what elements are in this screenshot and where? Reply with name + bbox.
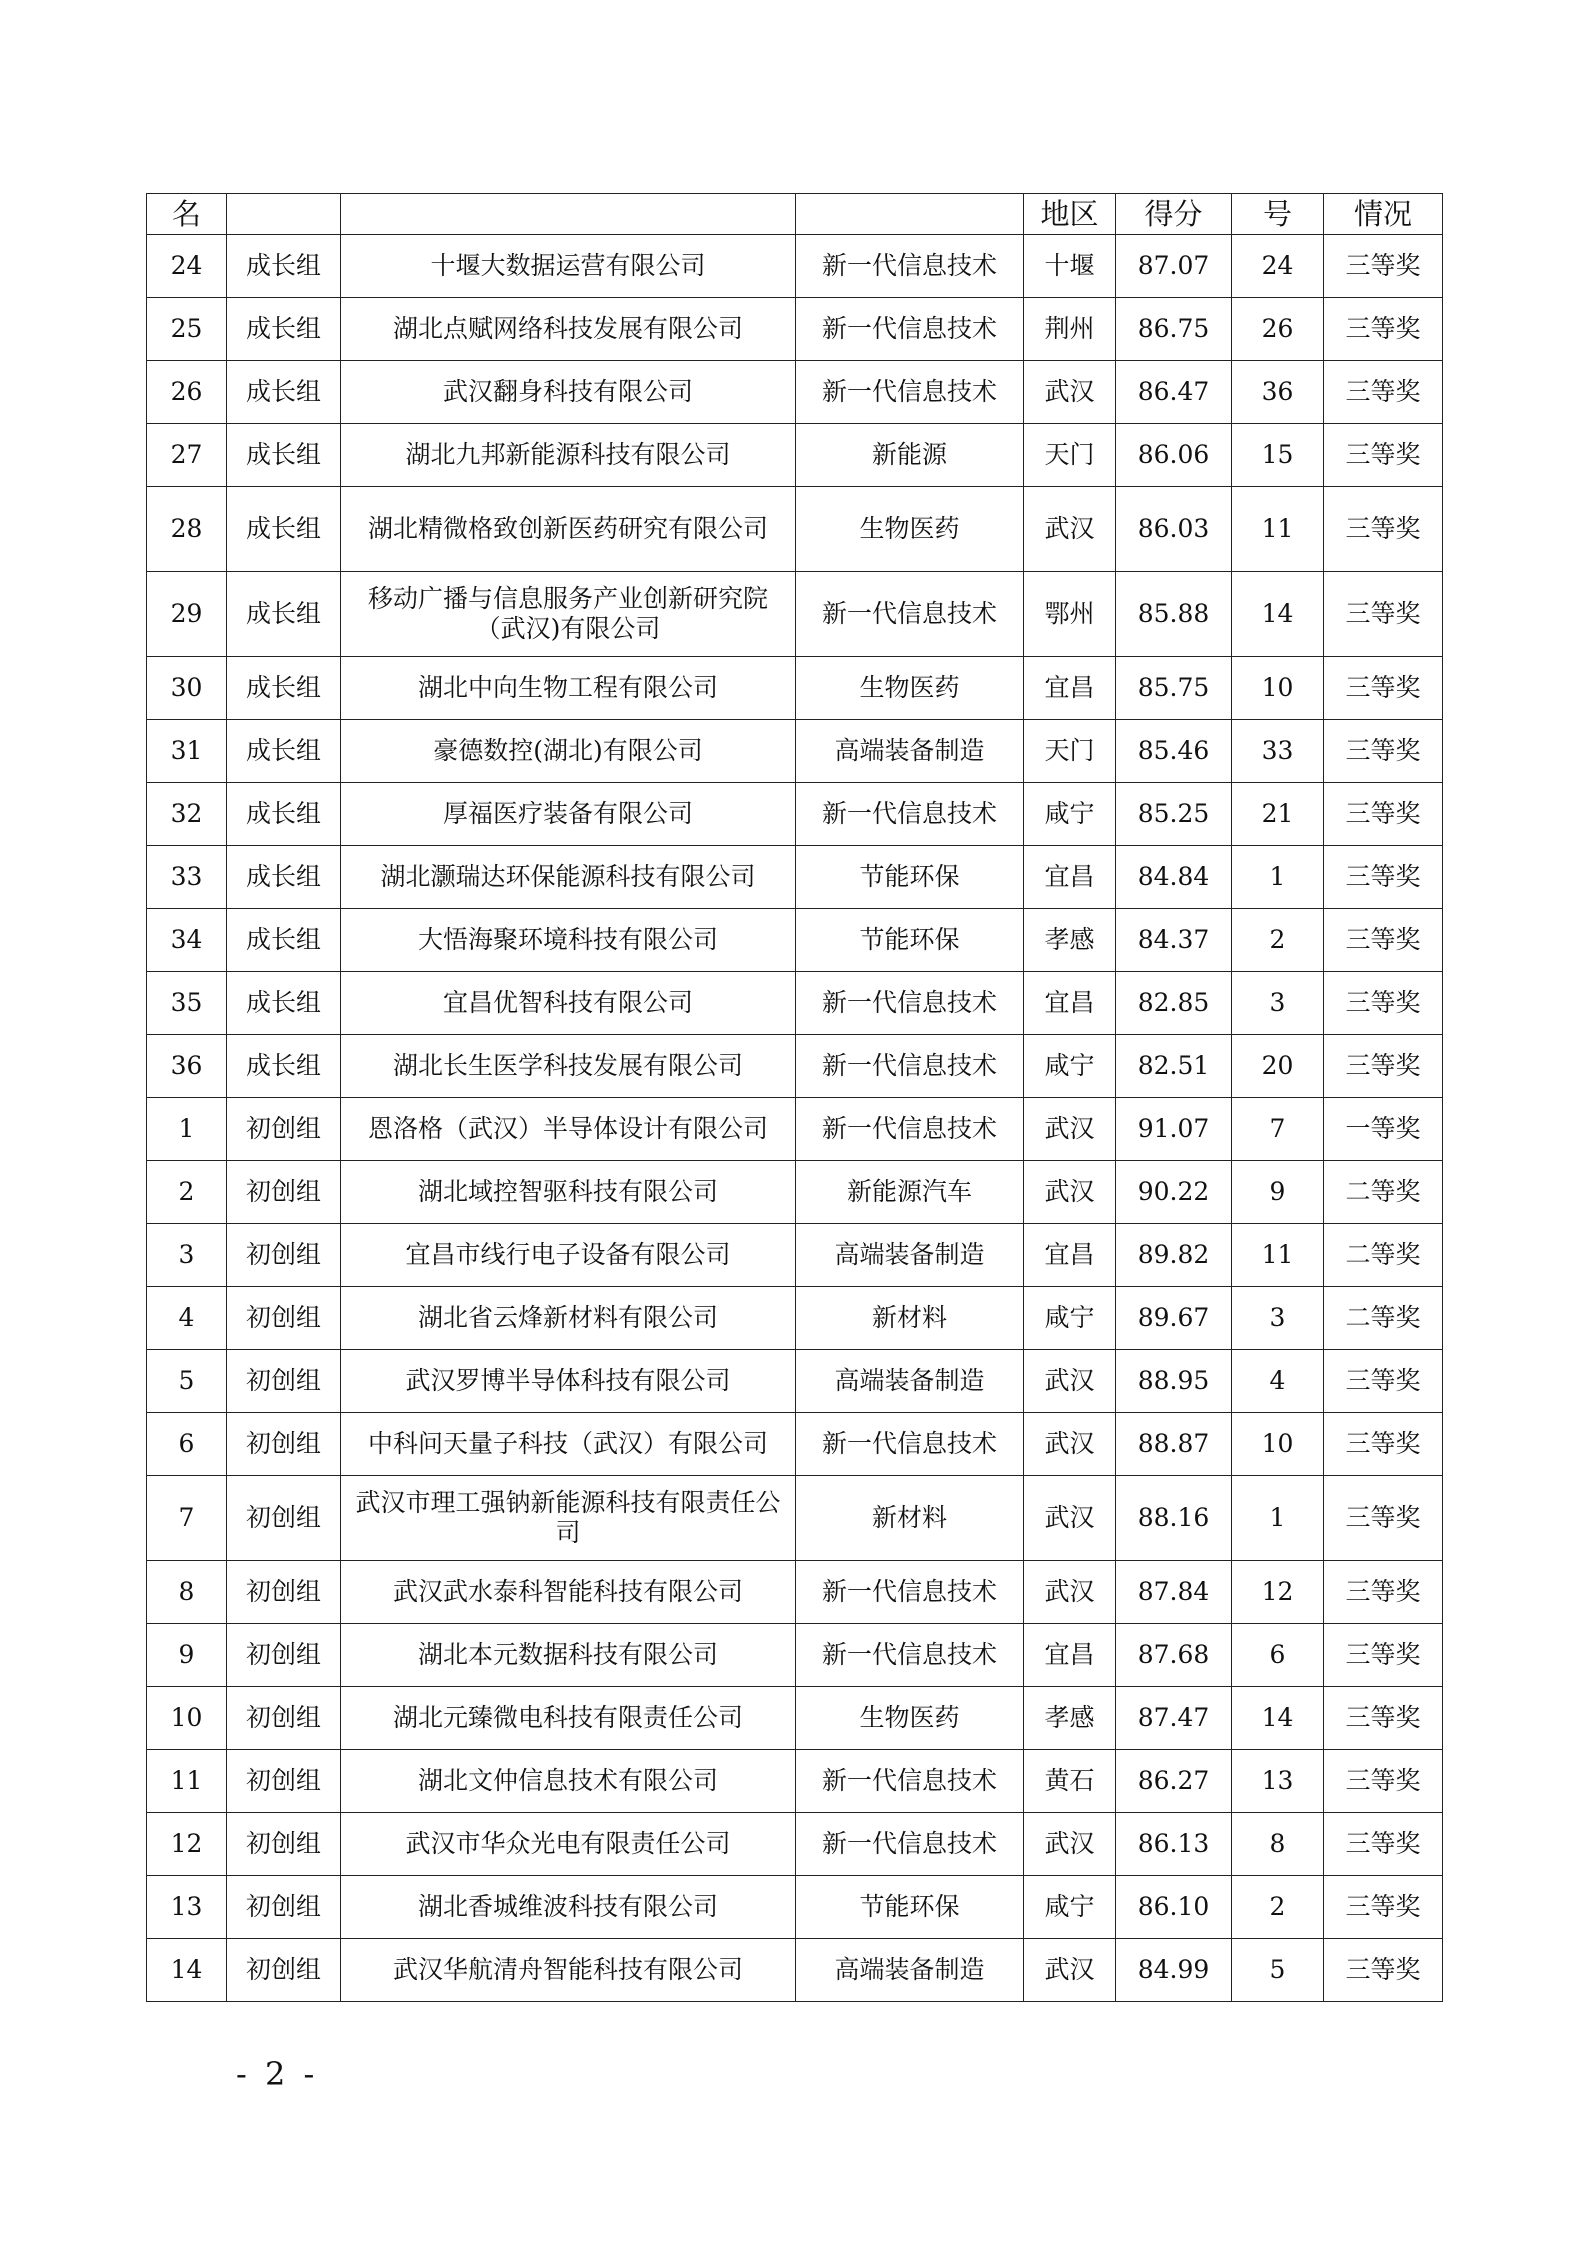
score-cell: 84.84: [1116, 846, 1232, 909]
rank-cell: 31: [147, 720, 227, 783]
group-cell: 初创组: [227, 1876, 341, 1939]
entry-number-cell: 11: [1232, 1224, 1324, 1287]
header-cell-rank: 名: [147, 194, 227, 235]
rank-cell: 11: [147, 1750, 227, 1813]
table-row: [147, 1287, 1443, 1350]
group-cell: 初创组: [227, 1687, 341, 1750]
header-cell-region: 地区: [1024, 194, 1116, 235]
award-cell: 三等奖: [1324, 1624, 1443, 1687]
rank-cell: 35: [147, 972, 227, 1035]
table-row: [147, 972, 1443, 1035]
group-cell: 初创组: [227, 1287, 341, 1350]
region-cell: 孝感: [1024, 1687, 1116, 1750]
award-cell: 一等奖: [1324, 1098, 1443, 1161]
group-cell: 初创组: [227, 1624, 341, 1687]
company-name-cell: 中科问天量子科技（武汉）有限公司: [341, 1413, 796, 1476]
rank-cell: 2: [147, 1161, 227, 1224]
score-cell: 89.67: [1116, 1287, 1232, 1350]
region-cell: 武汉: [1024, 1813, 1116, 1876]
award-cell: 三等奖: [1324, 1939, 1443, 2002]
region-cell: 武汉: [1024, 1939, 1116, 2002]
group-cell: 初创组: [227, 1161, 341, 1224]
company-name-cell: 湖北元臻微电科技有限责任公司: [341, 1687, 796, 1750]
award-cell: 三等奖: [1324, 1561, 1443, 1624]
company-name-cell: 武汉翻身科技有限公司: [341, 361, 796, 424]
award-cell: 三等奖: [1324, 572, 1443, 657]
score-cell: 87.47: [1116, 1687, 1232, 1750]
entry-number-cell: 33: [1232, 720, 1324, 783]
rank-cell: 5: [147, 1350, 227, 1413]
region-cell: 孝感: [1024, 909, 1116, 972]
table-row: [147, 361, 1443, 424]
table-row: [147, 1813, 1443, 1876]
entry-number-cell: 10: [1232, 1413, 1324, 1476]
region-cell: 宜昌: [1024, 1624, 1116, 1687]
table-row: [147, 657, 1443, 720]
header-cell-number: 号: [1232, 194, 1324, 235]
industry-field-cell: 生物医药: [796, 487, 1024, 572]
company-name-cell: 湖北省云烽新材料有限公司: [341, 1287, 796, 1350]
award-cell: 二等奖: [1324, 1161, 1443, 1224]
award-cell: 三等奖: [1324, 1413, 1443, 1476]
table-row: [147, 1750, 1443, 1813]
award-cell: 三等奖: [1324, 361, 1443, 424]
rank-cell: 36: [147, 1035, 227, 1098]
industry-field-cell: 新材料: [796, 1287, 1024, 1350]
industry-field-cell: 新一代信息技术: [796, 235, 1024, 298]
region-cell: 咸宁: [1024, 1876, 1116, 1939]
award-cell: 三等奖: [1324, 235, 1443, 298]
region-cell: 武汉: [1024, 1413, 1116, 1476]
company-name-cell: 武汉武水泰科智能科技有限公司: [341, 1561, 796, 1624]
industry-field-cell: 高端装备制造: [796, 720, 1024, 783]
rank-cell: 25: [147, 298, 227, 361]
industry-field-cell: 新一代信息技术: [796, 1750, 1024, 1813]
group-cell: 成长组: [227, 972, 341, 1035]
score-cell: 90.22: [1116, 1161, 1232, 1224]
group-cell: 成长组: [227, 487, 341, 572]
award-cell: 三等奖: [1324, 1687, 1443, 1750]
score-cell: 88.87: [1116, 1413, 1232, 1476]
region-cell: 宜昌: [1024, 846, 1116, 909]
rank-cell: 10: [147, 1687, 227, 1750]
entry-number-cell: 26: [1232, 298, 1324, 361]
region-cell: 武汉: [1024, 361, 1116, 424]
score-cell: 85.25: [1116, 783, 1232, 846]
entry-number-cell: 2: [1232, 1876, 1324, 1939]
header-cell-group: [227, 194, 341, 235]
page-number: - 2 -: [236, 2055, 319, 2093]
company-name-cell: 湖北长生医学科技发展有限公司: [341, 1035, 796, 1098]
award-cell: 三等奖: [1324, 1476, 1443, 1561]
region-cell: 宜昌: [1024, 657, 1116, 720]
rank-cell: 29: [147, 572, 227, 657]
score-cell: 85.88: [1116, 572, 1232, 657]
region-cell: 宜昌: [1024, 1224, 1116, 1287]
award-cell: 三等奖: [1324, 1876, 1443, 1939]
award-cell: 三等奖: [1324, 1350, 1443, 1413]
rank-cell: 32: [147, 783, 227, 846]
score-cell: 86.10: [1116, 1876, 1232, 1939]
industry-field-cell: 新一代信息技术: [796, 572, 1024, 657]
company-name-cell: 武汉市理工强钠新能源科技有限责任公司: [341, 1476, 796, 1561]
rank-cell: 26: [147, 361, 227, 424]
score-cell: 86.06: [1116, 424, 1232, 487]
entry-number-cell: 14: [1232, 1687, 1324, 1750]
entry-number-cell: 3: [1232, 972, 1324, 1035]
industry-field-cell: 新一代信息技术: [796, 1413, 1024, 1476]
entry-number-cell: 7: [1232, 1098, 1324, 1161]
entry-number-cell: 13: [1232, 1750, 1324, 1813]
industry-field-cell: 生物医药: [796, 657, 1024, 720]
score-cell: 86.13: [1116, 1813, 1232, 1876]
rank-cell: 27: [147, 424, 227, 487]
company-name-cell: 湖北灏瑞达环保能源科技有限公司: [341, 846, 796, 909]
rank-cell: 13: [147, 1876, 227, 1939]
region-cell: 十堰: [1024, 235, 1116, 298]
group-cell: 初创组: [227, 1813, 341, 1876]
company-name-cell: 十堰大数据运营有限公司: [341, 235, 796, 298]
table-row: [147, 1624, 1443, 1687]
industry-field-cell: 新能源汽车: [796, 1161, 1024, 1224]
score-cell: 86.03: [1116, 487, 1232, 572]
award-cell: 三等奖: [1324, 909, 1443, 972]
table-row: [147, 720, 1443, 783]
rank-cell: 34: [147, 909, 227, 972]
score-cell: 82.85: [1116, 972, 1232, 1035]
industry-field-cell: 新一代信息技术: [796, 972, 1024, 1035]
score-cell: 87.07: [1116, 235, 1232, 298]
region-cell: 武汉: [1024, 1161, 1116, 1224]
company-name-cell: 湖北本元数据科技有限公司: [341, 1624, 796, 1687]
rank-cell: 24: [147, 235, 227, 298]
industry-field-cell: 新一代信息技术: [796, 783, 1024, 846]
rank-cell: 12: [147, 1813, 227, 1876]
group-cell: 初创组: [227, 1561, 341, 1624]
industry-field-cell: 新一代信息技术: [796, 1098, 1024, 1161]
company-name-cell: 厚福医疗装备有限公司: [341, 783, 796, 846]
group-cell: 初创组: [227, 1224, 341, 1287]
rank-cell: 9: [147, 1624, 227, 1687]
company-name-cell: 湖北精微格致创新医药研究有限公司: [341, 487, 796, 572]
rank-cell: 14: [147, 1939, 227, 2002]
group-cell: 成长组: [227, 361, 341, 424]
industry-field-cell: 高端装备制造: [796, 1350, 1024, 1413]
region-cell: 武汉: [1024, 1476, 1116, 1561]
company-name-cell: 武汉华航清舟智能科技有限公司: [341, 1939, 796, 2002]
score-cell: 87.84: [1116, 1561, 1232, 1624]
industry-field-cell: 新一代信息技术: [796, 1035, 1024, 1098]
group-cell: 初创组: [227, 1350, 341, 1413]
score-cell: 91.07: [1116, 1098, 1232, 1161]
company-name-cell: 湖北文仲信息技术有限公司: [341, 1750, 796, 1813]
entry-number-cell: 20: [1232, 1035, 1324, 1098]
entry-number-cell: 24: [1232, 235, 1324, 298]
rank-cell: 4: [147, 1287, 227, 1350]
table-header-row: [147, 194, 1443, 235]
table-body: [147, 235, 1443, 2002]
rank-cell: 7: [147, 1476, 227, 1561]
company-name-cell: 恩洛格（武汉）半导体设计有限公司: [341, 1098, 796, 1161]
group-cell: 成长组: [227, 909, 341, 972]
score-cell: 86.47: [1116, 361, 1232, 424]
region-cell: 咸宁: [1024, 1287, 1116, 1350]
table-row: [147, 1939, 1443, 2002]
company-name-cell: 豪德数控(湖北)有限公司: [341, 720, 796, 783]
industry-field-cell: 新一代信息技术: [796, 1624, 1024, 1687]
region-cell: 天门: [1024, 424, 1116, 487]
table-row: [147, 1224, 1443, 1287]
award-cell: 二等奖: [1324, 1224, 1443, 1287]
industry-field-cell: 新一代信息技术: [796, 298, 1024, 361]
header-cell-field: [796, 194, 1024, 235]
region-cell: 鄂州: [1024, 572, 1116, 657]
award-cell: 三等奖: [1324, 424, 1443, 487]
score-cell: 84.37: [1116, 909, 1232, 972]
company-name-cell: 湖北香城维波科技有限公司: [341, 1876, 796, 1939]
entry-number-cell: 1: [1232, 1476, 1324, 1561]
table-row: [147, 1350, 1443, 1413]
company-name-cell: 武汉罗博半导体科技有限公司: [341, 1350, 796, 1413]
entry-number-cell: 2: [1232, 909, 1324, 972]
score-cell: 86.27: [1116, 1750, 1232, 1813]
group-cell: 成长组: [227, 783, 341, 846]
entry-number-cell: 36: [1232, 361, 1324, 424]
table-row: [147, 1876, 1443, 1939]
entry-number-cell: 1: [1232, 846, 1324, 909]
rank-cell: 33: [147, 846, 227, 909]
entry-number-cell: 14: [1232, 572, 1324, 657]
industry-field-cell: 新一代信息技术: [796, 361, 1024, 424]
award-cell: 三等奖: [1324, 846, 1443, 909]
group-cell: 成长组: [227, 572, 341, 657]
region-cell: 武汉: [1024, 1561, 1116, 1624]
industry-field-cell: 节能环保: [796, 1876, 1024, 1939]
company-name-cell: 宜昌优智科技有限公司: [341, 972, 796, 1035]
company-name-cell: 移动广播与信息服务产业创新研究院（武汉)有限公司: [341, 572, 796, 657]
company-name-cell: 大悟海聚环境科技有限公司: [341, 909, 796, 972]
header-cell-company: [341, 194, 796, 235]
rank-cell: 28: [147, 487, 227, 572]
company-name-cell: 湖北点赋网络科技发展有限公司: [341, 298, 796, 361]
table-row: [147, 487, 1443, 572]
entry-number-cell: 4: [1232, 1350, 1324, 1413]
award-cell: 三等奖: [1324, 298, 1443, 361]
table-row: [147, 298, 1443, 361]
rank-cell: 6: [147, 1413, 227, 1476]
award-cell: 三等奖: [1324, 657, 1443, 720]
company-name-cell: 武汉市华众光电有限责任公司: [341, 1813, 796, 1876]
region-cell: 咸宁: [1024, 783, 1116, 846]
group-cell: 成长组: [227, 846, 341, 909]
company-name-cell: 宜昌市线行电子设备有限公司: [341, 1224, 796, 1287]
score-cell: 85.75: [1116, 657, 1232, 720]
entry-number-cell: 11: [1232, 487, 1324, 572]
award-cell: 三等奖: [1324, 1813, 1443, 1876]
award-cell: 三等奖: [1324, 487, 1443, 572]
industry-field-cell: 高端装备制造: [796, 1224, 1024, 1287]
header-cell-score: 得分: [1116, 194, 1232, 235]
table-row: [147, 1476, 1443, 1561]
score-cell: 82.51: [1116, 1035, 1232, 1098]
entry-number-cell: 9: [1232, 1161, 1324, 1224]
region-cell: 武汉: [1024, 1350, 1116, 1413]
rank-cell: 30: [147, 657, 227, 720]
group-cell: 初创组: [227, 1939, 341, 2002]
table-row: [147, 572, 1443, 657]
score-cell: 89.82: [1116, 1224, 1232, 1287]
company-name-cell: 湖北域控智驱科技有限公司: [341, 1161, 796, 1224]
score-cell: 88.16: [1116, 1476, 1232, 1561]
region-cell: 宜昌: [1024, 972, 1116, 1035]
group-cell: 成长组: [227, 298, 341, 361]
industry-field-cell: 新材料: [796, 1476, 1024, 1561]
rank-cell: 1: [147, 1098, 227, 1161]
company-name-cell: 湖北中向生物工程有限公司: [341, 657, 796, 720]
score-cell: 86.75: [1116, 298, 1232, 361]
table-row: [147, 1687, 1443, 1750]
group-cell: 成长组: [227, 720, 341, 783]
table-row: [147, 1161, 1443, 1224]
score-cell: 88.95: [1116, 1350, 1232, 1413]
industry-field-cell: 节能环保: [796, 909, 1024, 972]
rank-cell: 8: [147, 1561, 227, 1624]
industry-field-cell: 新能源: [796, 424, 1024, 487]
group-cell: 成长组: [227, 1035, 341, 1098]
award-cell: 三等奖: [1324, 1750, 1443, 1813]
industry-field-cell: 生物医药: [796, 1687, 1024, 1750]
award-cell: 三等奖: [1324, 783, 1443, 846]
region-cell: 武汉: [1024, 1098, 1116, 1161]
table-row: [147, 1098, 1443, 1161]
group-cell: 初创组: [227, 1476, 341, 1561]
entry-number-cell: 8: [1232, 1813, 1324, 1876]
table-row: [147, 909, 1443, 972]
group-cell: 初创组: [227, 1098, 341, 1161]
group-cell: 成长组: [227, 424, 341, 487]
region-cell: 咸宁: [1024, 1035, 1116, 1098]
group-cell: 成长组: [227, 235, 341, 298]
group-cell: 初创组: [227, 1413, 341, 1476]
table-row: [147, 235, 1443, 298]
score-cell: 87.68: [1116, 1624, 1232, 1687]
entry-number-cell: 15: [1232, 424, 1324, 487]
score-cell: 85.46: [1116, 720, 1232, 783]
group-cell: 初创组: [227, 1750, 341, 1813]
header-cell-award: 情况: [1324, 194, 1443, 235]
entry-number-cell: 5: [1232, 1939, 1324, 2002]
company-name-cell: 湖北九邦新能源科技有限公司: [341, 424, 796, 487]
industry-field-cell: 节能环保: [796, 846, 1024, 909]
industry-field-cell: 新一代信息技术: [796, 1813, 1024, 1876]
rank-cell: 3: [147, 1224, 227, 1287]
region-cell: 黄石: [1024, 1750, 1116, 1813]
entry-number-cell: 21: [1232, 783, 1324, 846]
group-cell: 成长组: [227, 657, 341, 720]
industry-field-cell: 新一代信息技术: [796, 1561, 1024, 1624]
table-row: [147, 1561, 1443, 1624]
region-cell: 天门: [1024, 720, 1116, 783]
entry-number-cell: 12: [1232, 1561, 1324, 1624]
award-cell: 二等奖: [1324, 1287, 1443, 1350]
table-row: [147, 1413, 1443, 1476]
entry-number-cell: 3: [1232, 1287, 1324, 1350]
table-row: [147, 846, 1443, 909]
entry-number-cell: 10: [1232, 657, 1324, 720]
industry-field-cell: 高端装备制造: [796, 1939, 1024, 2002]
award-cell: 三等奖: [1324, 1035, 1443, 1098]
award-cell: 三等奖: [1324, 720, 1443, 783]
table-row: [147, 1035, 1443, 1098]
region-cell: 武汉: [1024, 487, 1116, 572]
entry-number-cell: 6: [1232, 1624, 1324, 1687]
award-cell: 三等奖: [1324, 972, 1443, 1035]
region-cell: 荆州: [1024, 298, 1116, 361]
table-row: [147, 424, 1443, 487]
awards-table: [146, 193, 1443, 2002]
score-cell: 84.99: [1116, 1939, 1232, 2002]
table-row: [147, 783, 1443, 846]
